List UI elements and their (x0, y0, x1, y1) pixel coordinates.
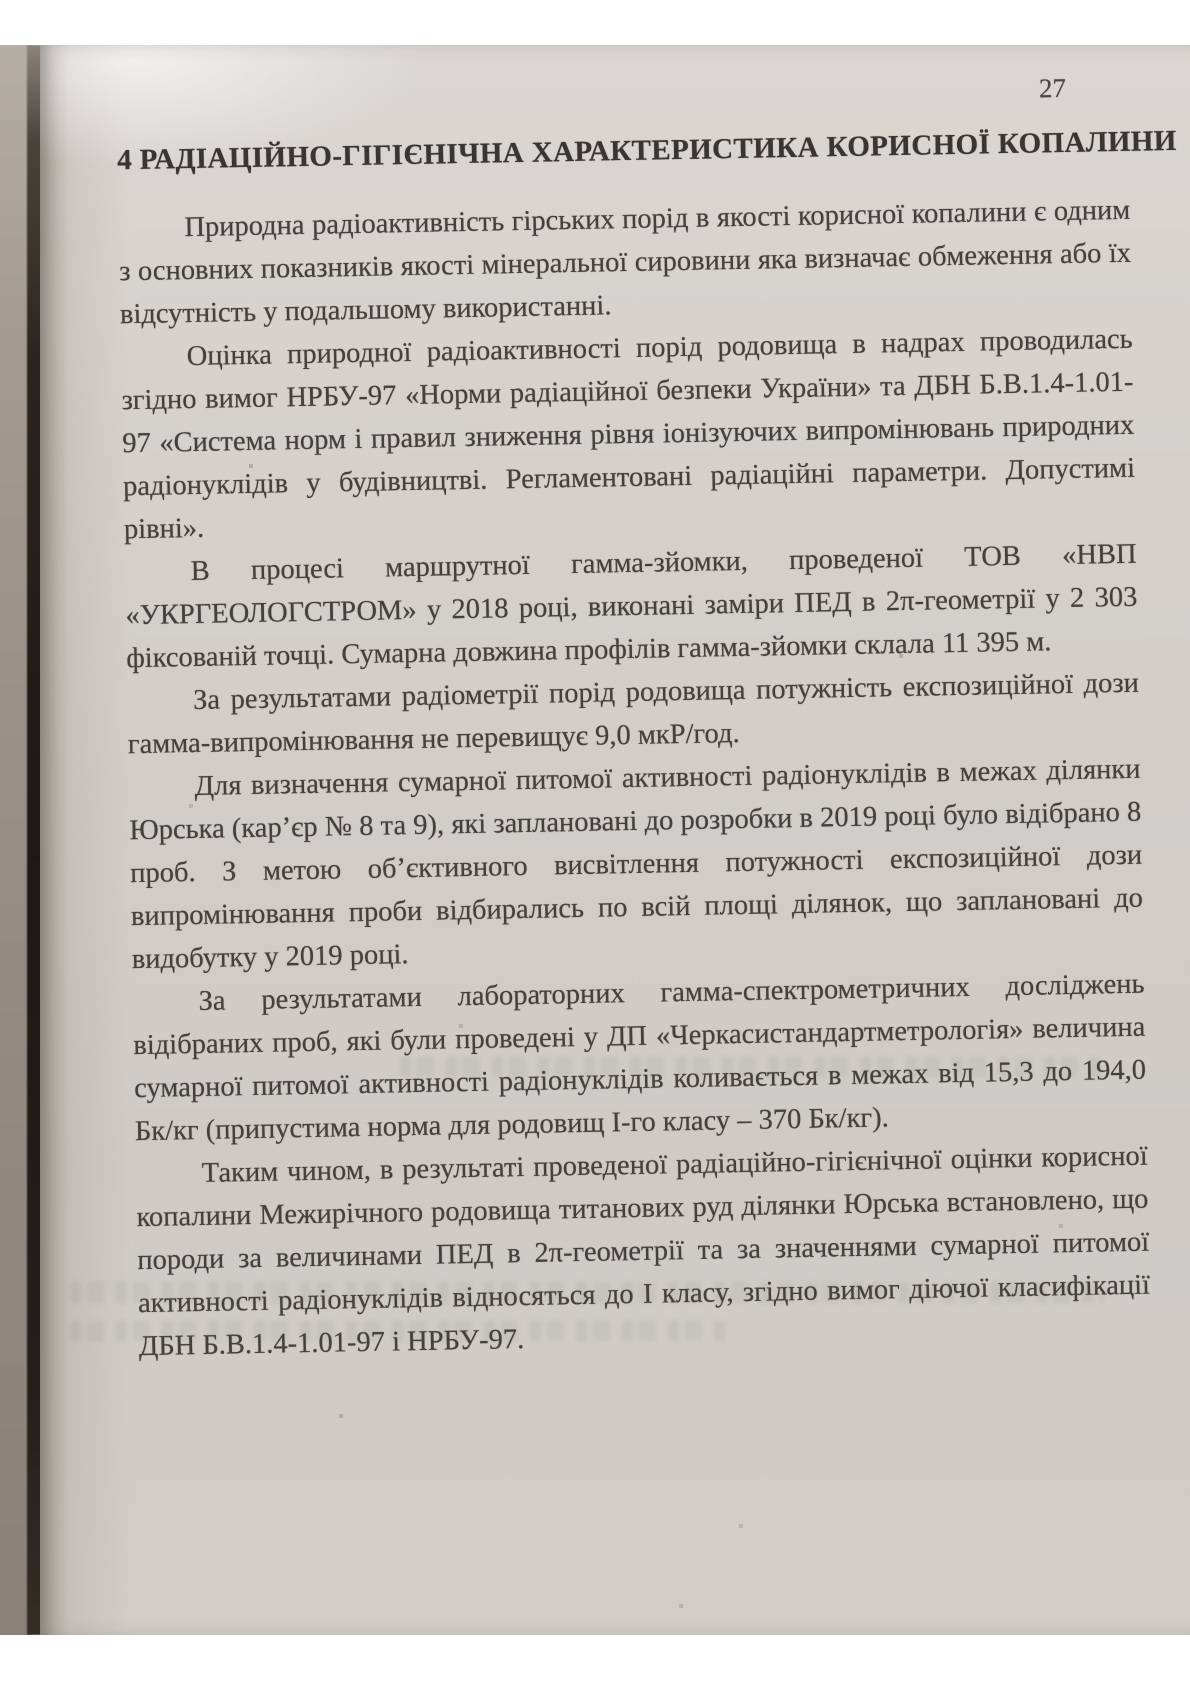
page-number: 27 (1038, 72, 1067, 104)
paragraph: Природна радіоактивність гірських порід в якості корисної копалини є одним з основних показників якості мінеральної сировини яка визначає обмеження або їх відсутність у подальшому використанні. (118, 194, 1132, 331)
paragraph: За результатами радіометрії порід родовища потужність експозиційної дози гамма-випромінювання не перевищує 9,0 мкР/год. (127, 667, 1140, 761)
document-body (118, 189, 1151, 1368)
paper-specks (40, 45, 42, 47)
page-photo (0, 45, 1190, 1635)
section-heading: 4 РАДІАЦІЙНО-ГІГІЄНІЧНА ХАРАКТЕРИСТИКА КОРИСНОЇ КОПАЛИНИ (116, 124, 1177, 177)
book-page (40, 45, 1190, 1635)
paragraph: В процесі маршрутної гамма-зйомки, проведеної ТОВ «НВП «УКРГЕОЛОГСТРОМ» у 2018 році, виконані заміри ПЕД в 2π-геометрії у 2 303 фіксованій точці. Сумарна довжина профілів гамма-зйомки склала 11 395 м. (125, 538, 1138, 675)
paragraph: Оцінка природної радіоактивності порід родовища в надрах проводилась згідно вимог НРБУ-97 «Норми радіаційної безпеки України» та ДБН Б.В.1.4-1.01-97 «Система норм і правил зниження рівня іонізуючих випромінювань природних радіонуклідів у будівництві. Регламентовані радіаційні параметри. Допустимі рівні». (121, 323, 1136, 546)
paragraph: Для визначення сумарної питомої активності радіонуклідів в межах ділянки Юрська (кар’єр № 8 та 9), які заплановані до розробки в 2019 році було відібрано 8 проб. З метою об’єктивного висвітлення потужності експозиційної дози випромінювання проби відбирались по всій площі ділянок, що заплановані до видобутку у 2019 році. (129, 753, 1144, 976)
paragraph: Таким чином, в результаті проведеної радіаційно-гігієнічної оцінки корисної копалини Межирічного родовища титанових руд ділянки Юрська встановлено, що породи за величинами ПЕД в 2π-геометрії та за значеннями сумарної питомої активності радіонуклідів відносяться до І класу, згідно вимог діючої класифікації ДБН Б.В.1.4-1.01-97 і НРБУ-97. (136, 1140, 1151, 1363)
paragraph: За результатами лабораторних гамма-спектрометричних досліджень відібраних проб, які були проведені у ДП «Черкасистандартметрологія» величина сумарної питомої активності радіонуклідів коливається в межах від 15,3 до 194,0 Бк/кг (припустима норма для родовищ І-го класу – 370 Бк/кг). (133, 968, 1147, 1148)
page-content (75, 45, 1188, 1615)
